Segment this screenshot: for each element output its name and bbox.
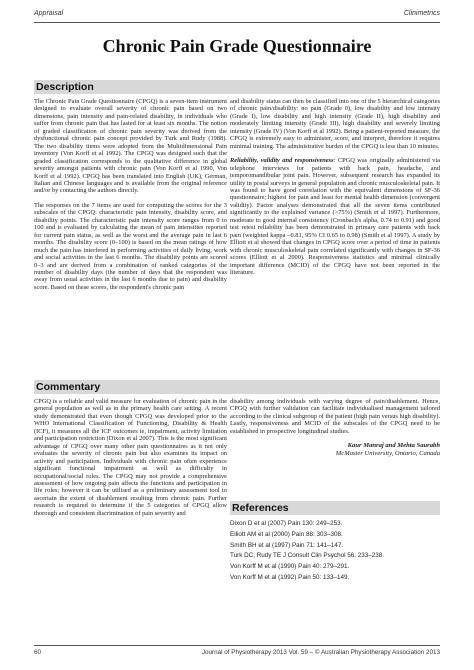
footer-divider [34, 645, 440, 646]
reliability-text: : CPGQ was originally administered via telephone interviews for patients with back pain, headache, and temporomandibular joint pain. However, subsequent research has expanded its utility in postal surveys in general population and chronic musculoskeletal pain. It was found to have good correlation with the equivalent dimensions of SF-36 questionnaire; highest for pain and least for mental health dimension (convergent validity). Factor analyses demonstrated that all the seven items contributed significantly to the explained variance (>75%) (Smith et al 1997). Furthermore, moderate to good internal consistency (Cronbach's alpha, 0.74 to 0.91) and good test retest reliability has been demonstrated in primary care patients with back pain (weighted kappa –0.81, 95% CI 0.65 to 0.98) (Smith et al 1997). A study by Elliott et al showed that changes in CPGQ score over a period of time in patients with chronic musculoskeletal pain correlated significantly with changes in SF-36 scores (Elliott et al 2000). Responsiveness statistics and minimal clinically important difference (MCID) of the CPGQ have not been reported in the literature. [230, 157, 440, 276]
reference-item: Smith BH et al (1997) Pain 71: 141–147. [230, 541, 344, 549]
running-header [34, 10, 440, 20]
commentary-right-column [230, 398, 440, 458]
page-footer [34, 649, 440, 659]
author-affiliation: McMaster University, Ontario, Canada [335, 450, 440, 458]
header-divider [34, 22, 440, 23]
reliability-paragraph [230, 157, 440, 276]
commentary-paragraph-1: CPGQ is a reliable and valid measure for evaluation of chronic pain in the general population as well as in the primary health care setting. A recent study demonstrated that even though CPGQ was developed prior to the WHO International Classification of Functioning, Disability & Health (ICF), it measures all the ICF outcomes ie, impairment, activity limitation and participation restriction (Dixon et al 2007). This is the most significant advantage of CPGQ over many other pain questionnaires as it not only evaluates the severity of chronic pain but also examines its impact on activity and participation. Individuals with chronic pain often experience significant functional impairment as well as difficulty in occupational/social roles. The CPGQ may not provide a comprehensive assessment of how ongoing pain affects the functions and participation in life roles; however it can be utilised as a preliminary assessment tool to ascertain the extent of disablement resulting from chronic pain. Further research is required to determine if the 5 categories of CPGQ allow thorough and consistent discrimination of pain severity and [34, 398, 227, 517]
commentary-paragraph-2: disability among individuals with varying degree of pain/disablement. Hence, CPGQ with further validation can facilitate individualised management tailored according to the clinical subgroup of the patient (high pain versus high disability). Lastly, responsiveness and MCID of the subscales of the CPGQ need to be established in prospective longitudinal studies. [230, 398, 440, 435]
reliability-lead: Reliability, validity and responsiveness [230, 157, 334, 165]
references-heading: References [232, 502, 289, 514]
reference-item: Elliott AM et al (2000) Pain 88: 303–308. [230, 530, 343, 538]
description-right-column [230, 98, 440, 283]
page-number: 60 [34, 649, 42, 656]
description-heading-bar [34, 80, 440, 94]
author-signature [230, 442, 440, 458]
description-paragraph-3: and disability status can then be classified into one of the 5 hierarchical categories of chronic pain/disability: no pain (Grade 0), low disability and low intensity (Grade I), low disability and high intensity (Grade II), high disability and moderately limiting intensity (Grade III), high disability and severely limiting intensity (Grade IV) (Von Korff et al 1992). Being a patient-reported measure, the CPGQ is extremely easy to administer, score, and interpret, therefore it requires minimal training. The administrative burden of the CPGQ is less than 10 minutes. [230, 98, 440, 150]
description-heading: Description [36, 81, 94, 93]
reference-item: Von Korff M et al (1990) Pain 40: 279–291. [230, 563, 350, 571]
author-names: Kaur Manraj and Mehta Saurabh [347, 442, 440, 450]
page-title: Chronic Pain Grade Questionnaire [102, 36, 372, 56]
references-heading-bar [230, 501, 440, 515]
reference-item: Turk DC, Rudy TE J Consult Clin Psychol 56: 233–238. [230, 552, 384, 560]
journal-citation: Journal of Physiotherapy 2013 Vol. 59 – © Australian Physiotherapy Association 2013 [201, 649, 440, 656]
description-paragraph-1: The Chronic Pain Grade Questionnaire (CPGQ) is a seven-item instrument designed to evaluate overall severity of chronic pain based on two dimensions, pain intensity and pain-related disability, in individuals who suffer from chronic pain that has lasted for at least six months. The notion of graded classification of chronic pain severity was derived from the dysfunctional chronic pain concept provided by Turk and Rudy (1988). The two disability items were adopted from the Multidimensional Pain inventory (Von Korff et al 1992). The CPGQ was designed such that the graded classification corresponds to the qualitative difference in global severity amongst patients with chronic pain (Von Korff et al 1990, Von Korff et al 1992). CPGQ has been translated into English (UK), German, Italian and Chinese languages and is available from the original reference and/or by contacting the authors directly. [34, 98, 227, 195]
description-paragraph-2: The responses on the 7 items are used for computing the scores for the 3 subscales of the CPGQ: characteristic pain intensity, disability score, and disability points. The characteristic pain intensity score ranges from 0 to 100 and is evaluated by calculating the mean of pain intensities reported for current pain status, as well as the worst and the average pain in last 6 months. The disability score (0–100) is based on the mean ratings of how much the pain has interfered in performing activities of daily living, work and social activities in the last 6 months. The disability points are scored 0–3 and are derived from a combination of ranked categories of the number of disability days (the number of days that the respondent was away from usual activities in the last 6 months due to pain) and disability score. Based on these scores, the respondent's chronic pain [34, 201, 227, 291]
commentary-heading-bar [34, 380, 440, 394]
reference-list [230, 519, 440, 584]
commentary-left-column [34, 398, 227, 524]
reference-item: Von Korff M et al (1992) Pain 50: 133–149. [230, 573, 350, 581]
description-left-column [34, 98, 227, 298]
header-category-label: Clinimetrics [403, 10, 440, 17]
header-section-label: Appraisal [34, 10, 64, 17]
reference-item: Dixon D et al (2007) Pain 130: 249–253. [230, 520, 343, 527]
commentary-heading: Commentary [36, 381, 101, 393]
